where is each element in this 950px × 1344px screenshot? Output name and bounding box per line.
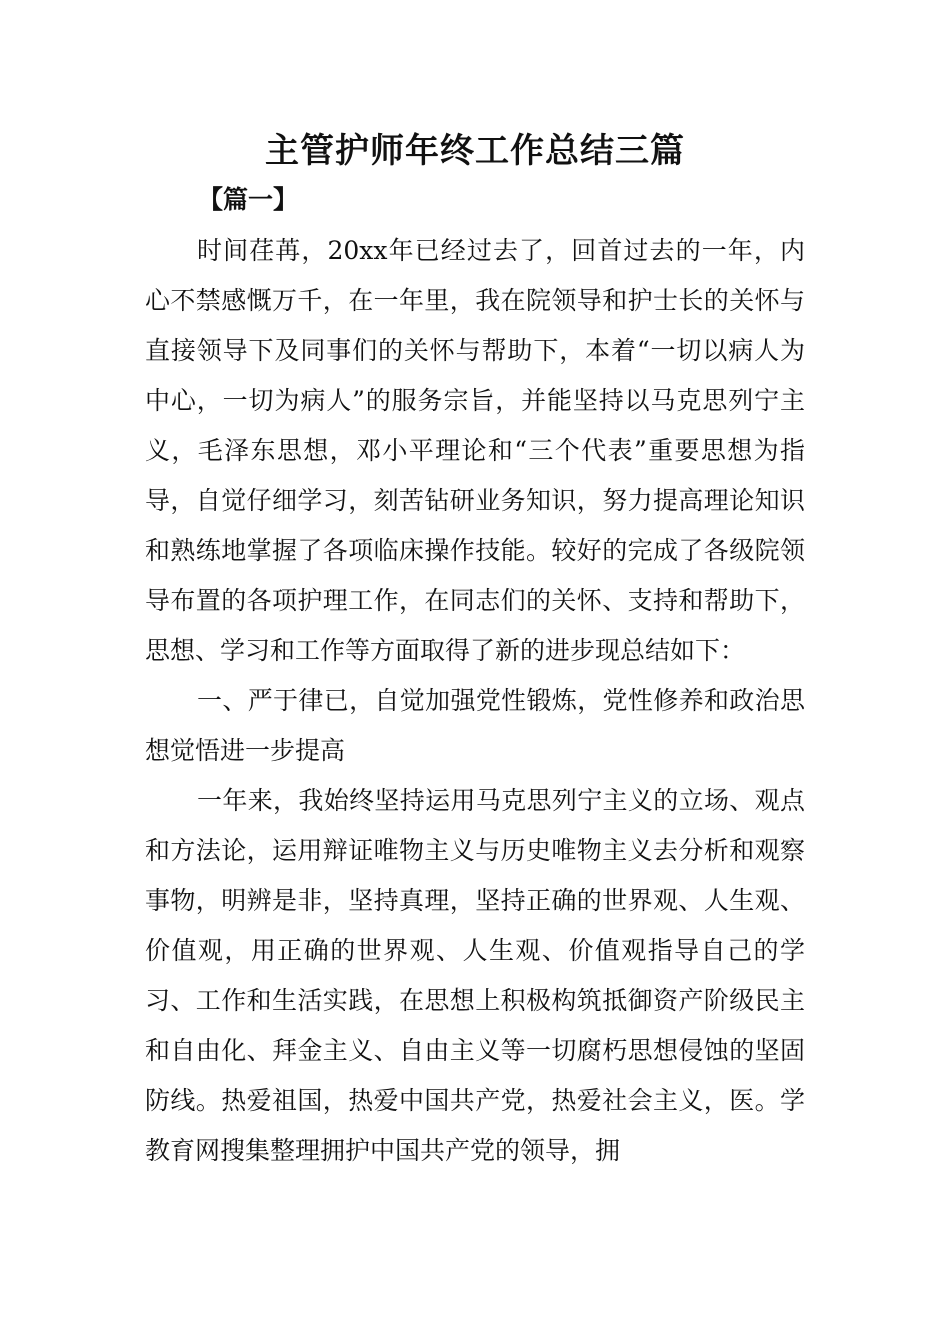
document-body: [145, 226, 805, 1176]
section-label: 【篇一】: [198, 185, 299, 214]
paragraph-body-one: 一年来，我始终坚持运用马克思列宁主义的立场、观点和方法论，运用辩证唯物主义与历史唯物主义去分析和观察事物，明辨是非，坚持真理，坚持正确的世界观、人生观、价值观，用正确的世界观、人生观、价值观指导自己的学习、工作和生活实践，在思想上积极构筑抵御资产阶级民主和自由化、拜金主义、自由主义等一切腐朽思想侵蚀的坚固防线。热爱祖国，热爱中国共产党，热爱社会主义，医。学教育网搜集整理拥护中国共产党的领导，拥: [145, 786, 805, 1165]
paragraph-heading-one: 一、严于律已，自觉加强党性锻炼，党性修养和政治思想觉悟进一步提高: [145, 686, 805, 765]
paragraph-intro: 时间荏苒，20xx年已经过去了，回首过去的一年，内心不禁感慨万千，在一年里，我在院领导和护士长的关怀与直接领导下及同事们的关怀与帮助下，本着“一切以病人为中心，一切为病人”的服务宗旨，并能坚持以马克思列宁主义，毛泽东思想，邓小平理论和“三个代表”重要思想为指导，自觉仔细学习，刻苦钻研业务知识，努力提高理论知识和熟练地掌握了各项临床操作技能。较好的完成了各级院领导布置的各项护理工作，在同志们的关怀、支持和帮助下，思想、学习和工作等方面取得了新的进步现总结如下：: [145, 236, 805, 665]
document-title: 主管护师年终工作总结三篇: [265, 131, 685, 171]
